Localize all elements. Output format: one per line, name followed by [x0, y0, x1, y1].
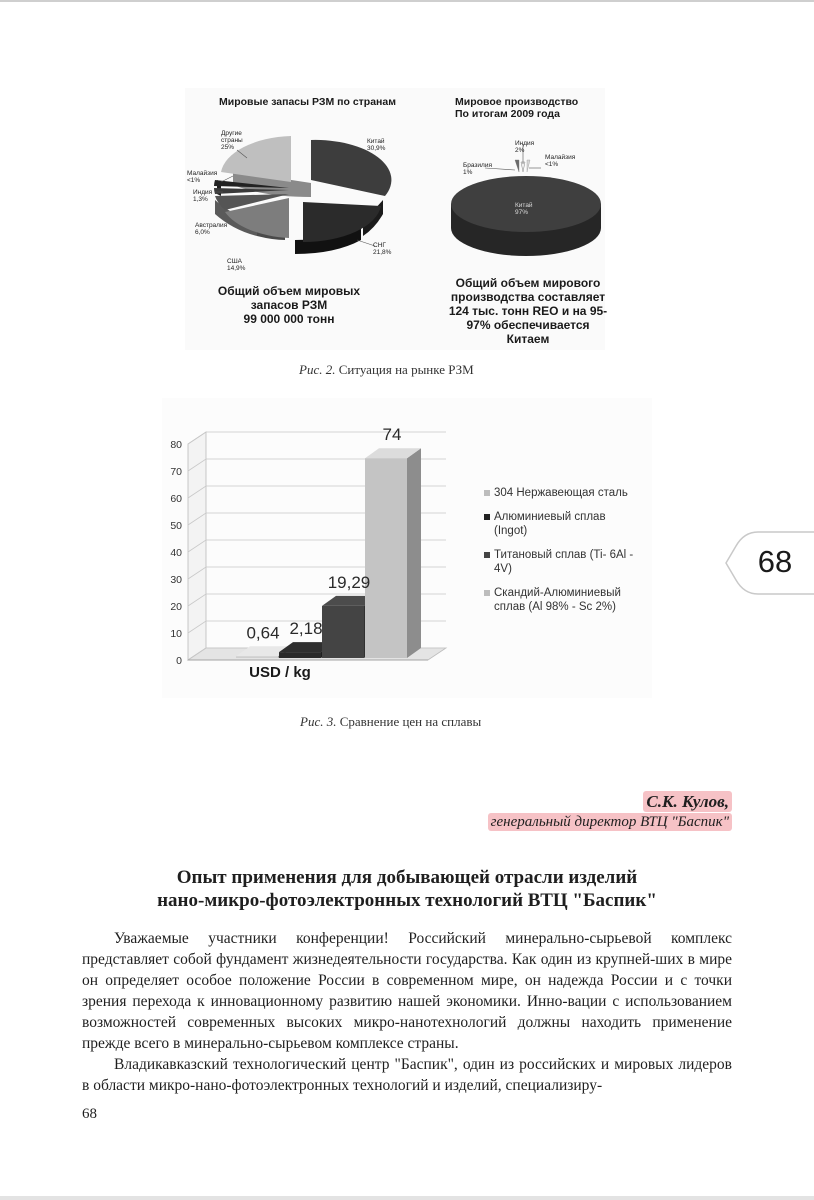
y-tick-label: 40 — [170, 547, 182, 559]
reserves-pie — [214, 136, 391, 254]
page-tab-number: 68 — [757, 544, 793, 579]
legend-item-aluminium: Алюминиевый сплав (Ingot) — [484, 510, 664, 538]
y-tick-label: 70 — [170, 466, 182, 478]
y-tick-label: 20 — [170, 601, 182, 613]
legend-item-titanium: Титановый сплав (Ti- 6Al - 4V) — [484, 548, 664, 576]
y-axis-ticks — [170, 439, 182, 667]
data-label: 2,18 — [289, 619, 323, 639]
paragraph: Владикавказский технологический центр "Баспик", один из российских и мировых лидеров в области микро-нано-фотоэлектронных технологий и изделий, специализиру- — [82, 1056, 732, 1094]
y-tick-label: 50 — [170, 520, 182, 532]
page-top-border — [0, 0, 814, 2]
page-number: 68 — [82, 1106, 97, 1122]
bar-front — [236, 656, 278, 658]
pie-slice-brazil — [515, 160, 519, 172]
data-label: 19,29 — [327, 572, 371, 592]
bar-front — [365, 458, 407, 658]
label-other: Другие страны 25% — [221, 130, 243, 151]
label-malaysia: Малайзия <1% — [187, 170, 218, 184]
legend-swatch — [484, 552, 490, 558]
production-pie — [451, 144, 601, 256]
reserves-summary: Общий объем мировых запасов РЗМ 99 000 000 тонн — [217, 284, 361, 326]
author-position: генеральный директор ВТЦ "Баспик" — [488, 814, 732, 831]
label-cis: СНГ 21,8% — [373, 242, 392, 256]
figure3-caption: Рис. 3. Сравнение цен на сплавы — [300, 714, 482, 729]
label-china-prod: Китай 97% — [515, 202, 533, 216]
y-tick-label: 80 — [170, 439, 182, 451]
bar-front — [322, 606, 364, 658]
label-usa: США 14,9% — [227, 258, 246, 272]
label-india-prod: Индия 2% — [515, 140, 535, 154]
page-bottom-border — [0, 1196, 814, 1200]
y-tick-label: 0 — [176, 655, 182, 667]
pie-slice-malaysia — [527, 160, 530, 172]
legend-swatch — [484, 514, 490, 520]
label-australia: Австралия 6,0% — [195, 222, 228, 236]
legend-item-scandium: Скандий-Алюминиевый сплав (Al 98% - Sc 2%) — [484, 586, 664, 614]
bar-4 — [365, 448, 421, 658]
legend-swatch — [484, 590, 490, 596]
article-body — [82, 928, 732, 1096]
paragraph: Уважаемые участники конференции! Российский минерально-сырьевой комплекс представляет собой фундамент жизнедеятельности государства. Как один из крупней-ших в мире он определяет особое положение России в современном мире, он надежда России и с точки зрения перехода к инновационному развитию нашей экономики. Инно-вации с использованием возможностей современных высоких микро-нанотехнологий должны находить применение прежде всего в минерально-сырьевом комплексе страны. — [82, 930, 732, 1052]
figure2-caption: Рис. 2. Ситуация на рынке РЗМ — [299, 362, 474, 377]
data-label: 0,64 — [246, 623, 280, 643]
bar-side — [407, 448, 421, 658]
x-axis-label: USD / kg — [249, 664, 311, 681]
bar-front — [279, 652, 321, 658]
y-tick-label: 10 — [170, 628, 182, 640]
label-china: Китай 30,9% — [367, 138, 386, 152]
figure-ree-market — [185, 88, 608, 350]
label-brazil-prod: Бразилия 1% — [463, 162, 492, 176]
label-malaysia-prod: Малайзия <1% — [545, 154, 576, 168]
right-chart-title: Мировое производство По итогам 2009 года — [455, 96, 579, 120]
author-name: С.К. Кулов, — [643, 792, 732, 812]
data-label: 74 — [382, 425, 402, 445]
y-tick-label: 30 — [170, 574, 182, 586]
pie-slice-cis — [303, 202, 381, 242]
gridline — [188, 432, 446, 444]
production-summary: Общий объем мирового производства составляет 124 тыс. тонн REO и на 95- 97% обеспечивается Китаем — [448, 276, 608, 346]
legend-item-steel: 304 Нержавеющая сталь — [484, 486, 664, 500]
legend-swatch — [484, 490, 490, 496]
chart-legend — [484, 486, 664, 624]
left-chart-title: Мировые запасы РЗМ по странам — [219, 96, 396, 108]
y-tick-label: 60 — [170, 493, 182, 505]
article-title: Опыт применения для добывающей отрасли изделий нано-микро-фотоэлектронных технологий ВТЦ "Баспик" — [157, 867, 657, 911]
label-india: Индия 1,3% — [193, 189, 213, 203]
